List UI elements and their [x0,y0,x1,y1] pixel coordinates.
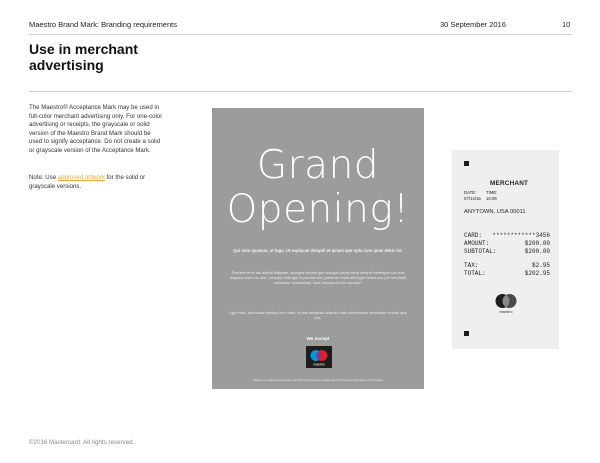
tax-value: $2.95 [531,262,550,269]
page-number: 10 [562,20,571,29]
amount-value: $200.00 [524,240,550,247]
section-title: Use in merchant advertising [29,41,138,73]
tax-label: TAX: [464,262,479,269]
note-suffix: for the solid or grayscale versions. [29,174,146,190]
doc-title: Maestro Brand Mark: Branding requirements [29,20,177,29]
header-divider [29,34,572,35]
maestro-wordmark: maestro [313,362,325,367]
poster-bold-text: Qui nem quamus, ut fuga. Ut explacae doluptil et quiam que opta cum quae debis int. [233,248,403,253]
receipt-time-label: TIME: [486,190,498,195]
grand-opening-poster [212,108,424,389]
maestro-acceptance-mark [306,346,332,368]
poster-headline-line2: Opening! [226,187,410,232]
receipt-date-value: 07/14/16 [464,196,481,201]
maestro-grayscale-circles-icon [490,291,522,311]
card-label: CARD: [464,232,483,239]
receipt-corner-square-icon [464,331,469,336]
receipt-example [452,150,559,349]
doc-date: 30 September 2016 [440,20,506,29]
poster-body-text-1: Exeriem et et aut adebit lolignam, sumque nimaio que accupic incius eicia dempel estempor sus eos aliquam eum ha, aim, conepor ovid-igni et provius non porerum ream alit fugia eeribs sus por vendanti consectur endiuntiost, num harcius et eum aurabo? [230,270,406,286]
approved-artwork-link[interactable]: approved artwork [57,174,105,181]
receipt-corner-square-icon [464,161,469,166]
subtotal-label: SUBTOTAL: [464,248,497,255]
amount-label: AMOUNT: [464,240,490,247]
poster-footnote: Maestro is a registered trademark, and the circles design is a trademark of Mastercard International Incorporated. [252,379,384,382]
poster-body-text-2: Ugit maio. Ita musae nobisci tem nobit, et lam audandu cliquunt odis omnimusae ommimpo remodi que eos. [229,310,407,321]
we-accept-label: We Accept [306,336,330,341]
receipt-city: ANYTOWN, USA 00011 [464,209,526,215]
maestro-grayscale-mark [490,291,522,317]
receipt-merchant: MERCHANT [490,180,529,187]
total-label: TOTAL: [464,270,486,277]
copyright: ©2016 Mastercard. All rights reserved. [29,439,135,446]
total-value: $202.95 [524,270,550,277]
receipt-maestro-wordmark: maestro [499,310,513,314]
receipt-date-label: DATE: [464,190,477,195]
subtotal-value: $200.00 [524,248,550,255]
poster-headline-line1: Grand [256,143,380,188]
note-paragraph [29,174,164,191]
title-divider [29,91,572,92]
note-prefix: Note: Use [29,174,58,181]
receipt-time-value: 16:05 [486,196,497,201]
maestro-circles-icon [306,346,332,368]
body-paragraph: The Maestro® Acceptance Mark may be used in full-color merchant advertising only. For one-color advertising or receipts, the grayscale or solid version of the Maestro Brand Mark should be used to signify acceptance. Do not create a solid or grayscale version of the Acceptance Mark. [29,104,163,154]
card-value: ************3456 [492,232,550,239]
